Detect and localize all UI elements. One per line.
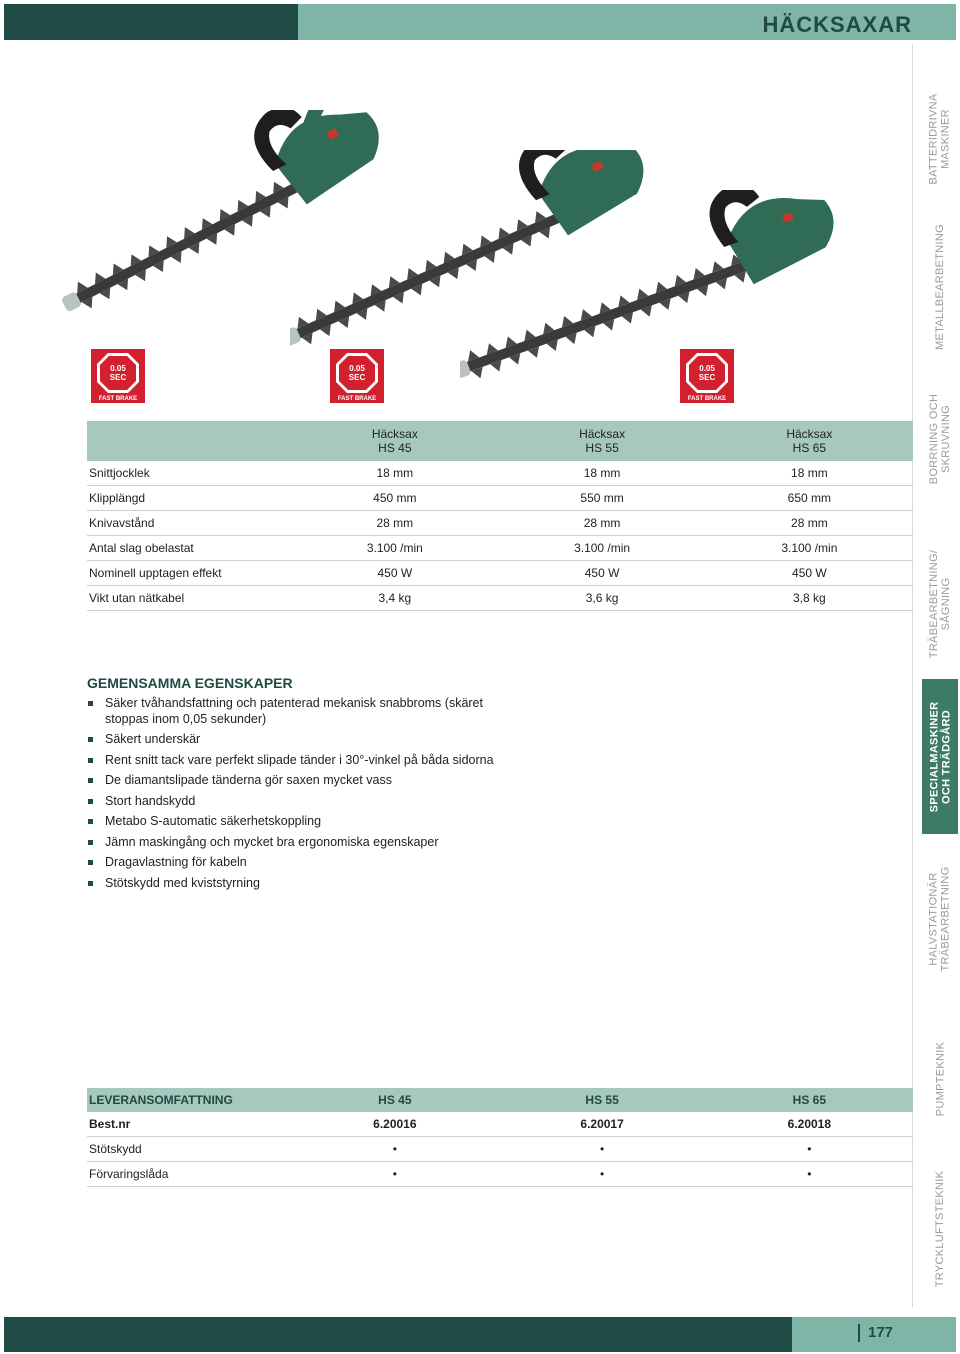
row-label: Vikt utan nätkabel xyxy=(87,586,291,611)
badge-line2: SEC xyxy=(698,373,716,382)
delivery-header-hs65: HS 65 xyxy=(706,1088,913,1112)
cell-value: 3,8 kg xyxy=(706,586,913,611)
table-row xyxy=(87,461,913,486)
badge-line3: FAST BRAKE xyxy=(687,396,727,402)
cell-value: 3.100 /min xyxy=(291,536,498,561)
included-bullet: • xyxy=(706,1137,913,1162)
cell-value: 450 W xyxy=(498,561,705,586)
cell-value: 3,4 kg xyxy=(291,586,498,611)
features-list xyxy=(87,696,507,896)
table-row xyxy=(87,511,913,536)
spec-table xyxy=(87,421,913,611)
page-number: 177 xyxy=(858,1324,893,1342)
table-row xyxy=(87,1112,913,1137)
tab-pumpteknik[interactable]: PUMPTEKNIK xyxy=(934,1041,947,1117)
tab-tryckluftsteknik[interactable]: TRYCKLUFTSTEKNIK xyxy=(934,1170,947,1288)
row-label: Antal slag obelastat xyxy=(87,536,291,561)
badge-line1: 0.05 xyxy=(699,364,715,373)
row-label: Förvaringslåda xyxy=(87,1162,291,1187)
included-bullet: • xyxy=(291,1137,498,1162)
delivery-header-label: LEVERANSOMFATTNING xyxy=(87,1088,291,1112)
cell-value: 28 mm xyxy=(706,511,913,536)
header-bar-dark xyxy=(4,4,298,40)
row-label: Snittjocklek xyxy=(87,461,291,486)
list-item: Säker tvåhandsfattning och patenterad mekanisk snabbroms (skäret stoppas inom 0,05 sekunder) xyxy=(87,696,507,727)
tab-batteridrivna[interactable]: BATTERIDRIVNA MASKINER xyxy=(928,93,953,185)
fast-brake-badge xyxy=(91,349,145,403)
badge-line1: 0.05 xyxy=(349,364,365,373)
stop-sign-icon xyxy=(680,349,734,403)
cell-value: 550 mm xyxy=(498,486,705,511)
tab-halvstationar[interactable]: HALVSTATIONÄR TRÄBEARBETNING xyxy=(928,866,952,972)
features-heading: GEMENSAMMA EGENSKAPER xyxy=(87,675,293,691)
page-title: HÄCKSAXAR xyxy=(762,12,912,37)
list-item: Metabo S-automatic säkerhetskoppling xyxy=(87,814,507,830)
list-item: Rent snitt tack vare perfekt slipade tänder i 30°-vinkel på båda sidorna xyxy=(87,753,507,769)
spec-header-row xyxy=(87,421,913,461)
cell-value: 18 mm xyxy=(498,461,705,486)
side-tabs xyxy=(922,44,960,1304)
row-label: Stötskydd xyxy=(87,1137,291,1162)
cell-value: 450 W xyxy=(291,561,498,586)
badge-line3: FAST BRAKE xyxy=(98,396,138,402)
included-bullet: • xyxy=(498,1137,705,1162)
badge-line2: SEC xyxy=(348,373,366,382)
row-label: Klipplängd xyxy=(87,486,291,511)
list-item: De diamantslipade tänderna gör saxen mycket vass xyxy=(87,773,507,789)
table-row xyxy=(87,486,913,511)
table-row xyxy=(87,536,913,561)
included-bullet: • xyxy=(706,1162,913,1187)
badge-line1: 0.05 xyxy=(110,364,126,373)
cell-value: 450 W xyxy=(706,561,913,586)
cell-value: 28 mm xyxy=(291,511,498,536)
list-item: Stort handskydd xyxy=(87,794,507,810)
cell-value: 3.100 /min xyxy=(706,536,913,561)
delivery-table xyxy=(87,1088,913,1187)
list-item: Jämn maskingång och mycket bra ergonomiska egenskaper xyxy=(87,835,507,851)
delivery-header-hs55: HS 55 xyxy=(498,1088,705,1112)
cell-value: 3,6 kg xyxy=(498,586,705,611)
header-bar-light xyxy=(298,4,956,40)
list-item: Säkert underskär xyxy=(87,732,507,748)
cell-value: 650 mm xyxy=(706,486,913,511)
spec-header-hs65: Häcksax HS 65 xyxy=(706,421,913,461)
badge-line3: FAST BRAKE xyxy=(337,396,377,402)
stop-sign-icon xyxy=(330,349,384,403)
table-row xyxy=(87,1137,913,1162)
tab-metallbearbetning[interactable]: METALLBEARBETNING xyxy=(934,223,946,350)
spec-header-hs45: Häcksax HS 45 xyxy=(291,421,498,461)
cell-value: 450 mm xyxy=(291,486,498,511)
stop-sign-icon xyxy=(91,349,145,403)
included-bullet: • xyxy=(498,1162,705,1187)
badge-line2: SEC xyxy=(109,373,127,382)
list-item: Stötskydd med kviststyrning xyxy=(87,876,507,892)
row-label: Best.nr xyxy=(87,1112,291,1137)
cell-value: 18 mm xyxy=(706,461,913,486)
order-number: 6.20016 xyxy=(291,1112,498,1137)
table-row xyxy=(87,586,913,611)
order-number: 6.20017 xyxy=(498,1112,705,1137)
tab-specialmaskiner[interactable]: SPECIALMASKINER OCH TRÄDGÅRD xyxy=(922,679,958,834)
order-number: 6.20018 xyxy=(706,1112,913,1137)
list-item: Dragavlastning för kabeln xyxy=(87,855,507,871)
fast-brake-badge xyxy=(330,349,384,403)
row-label: Knivavstånd xyxy=(87,511,291,536)
footer-bar-dark xyxy=(4,1317,792,1352)
table-row xyxy=(87,561,913,586)
tab-borrning[interactable]: BORRNING OCH SKRUVNING xyxy=(928,393,953,485)
cell-value: 18 mm xyxy=(291,461,498,486)
tab-trabearbetning[interactable]: TRÄBEARBETNING/ SÅGNING xyxy=(928,549,952,659)
spec-header-empty xyxy=(87,421,291,461)
row-label: Nominell upptagen effekt xyxy=(87,561,291,586)
delivery-header-hs45: HS 45 xyxy=(291,1088,498,1112)
cell-value: 3.100 /min xyxy=(498,536,705,561)
delivery-header-row xyxy=(87,1088,913,1112)
fast-brake-badge xyxy=(680,349,734,403)
table-row xyxy=(87,1162,913,1187)
cell-value: 28 mm xyxy=(498,511,705,536)
spec-header-hs55: Häcksax HS 55 xyxy=(498,421,705,461)
included-bullet: • xyxy=(291,1162,498,1187)
